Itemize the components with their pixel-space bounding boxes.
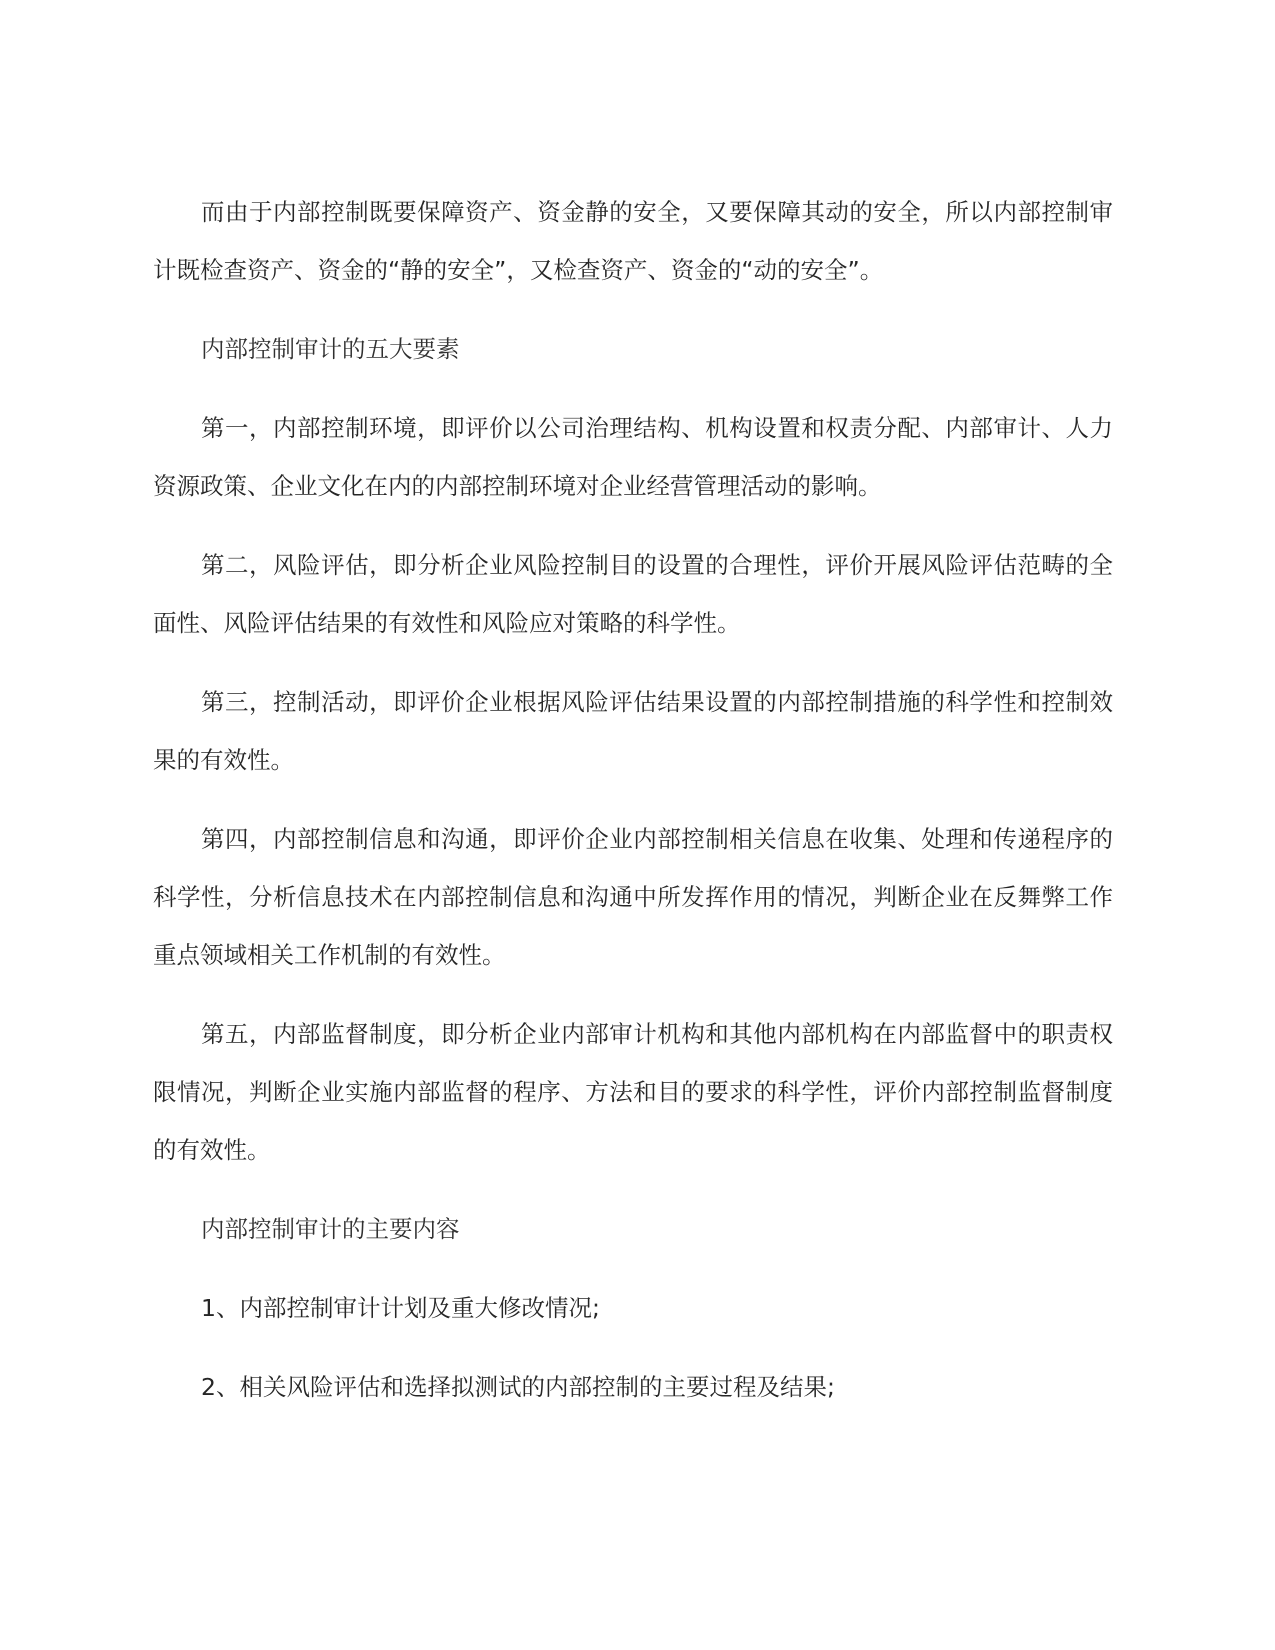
list-item-1: 1、内部控制审计计划及重大修改情况; [201,1294,600,1322]
paragraph-element-4: 第四，内部控制信息和沟通，即评价企业内部控制相关信息在收集、处理和传递程序的科学性，分析信息技术在内部控制信息和沟通中所发挥作用的情况，判断企业在反舞弊工作重点领域相关工作机制的有效性。 [153,825,1113,969]
heading-main-contents: 内部控制审计的主要内容 [201,1215,460,1243]
list-item-2: 2、相关风险评估和选择拟测试的内部控制的主要过程及结果; [201,1373,835,1401]
paragraph-intro: 而由于内部控制既要保障资产、资金静的安全，又要保障其动的安全，所以内部控制审计既检查资产、资金的“静的安全”，又检查资产、资金的“动的安全”。 [153,198,1113,284]
paragraph-element-5: 第五，内部监督制度，即分析企业内部审计机构和其他内部机构在内部监督中的职责权限情况，判断企业实施内部监督的程序、方法和目的要求的科学性，评价内部控制监督制度的有效性。 [153,1020,1113,1164]
heading-five-elements: 内部控制审计的五大要素 [201,335,460,363]
document-body [153,183,1113,1437]
paragraph-element-2: 第二，风险评估，即分析企业风险控制目的设置的合理性，评价开展风险评估范畴的全面性、风险评估结果的有效性和风险应对策略的科学性。 [153,551,1113,637]
paragraph-element-1: 第一，内部控制环境，即评价以公司治理结构、机构设置和权责分配、内部审计、人力资源政策、企业文化在内的内部控制环境对企业经营管理活动的影响。 [153,414,1113,500]
paragraph-element-3: 第三，控制活动，即评价企业根据风险评估结果设置的内部控制措施的科学性和控制效果的有效性。 [153,688,1113,774]
